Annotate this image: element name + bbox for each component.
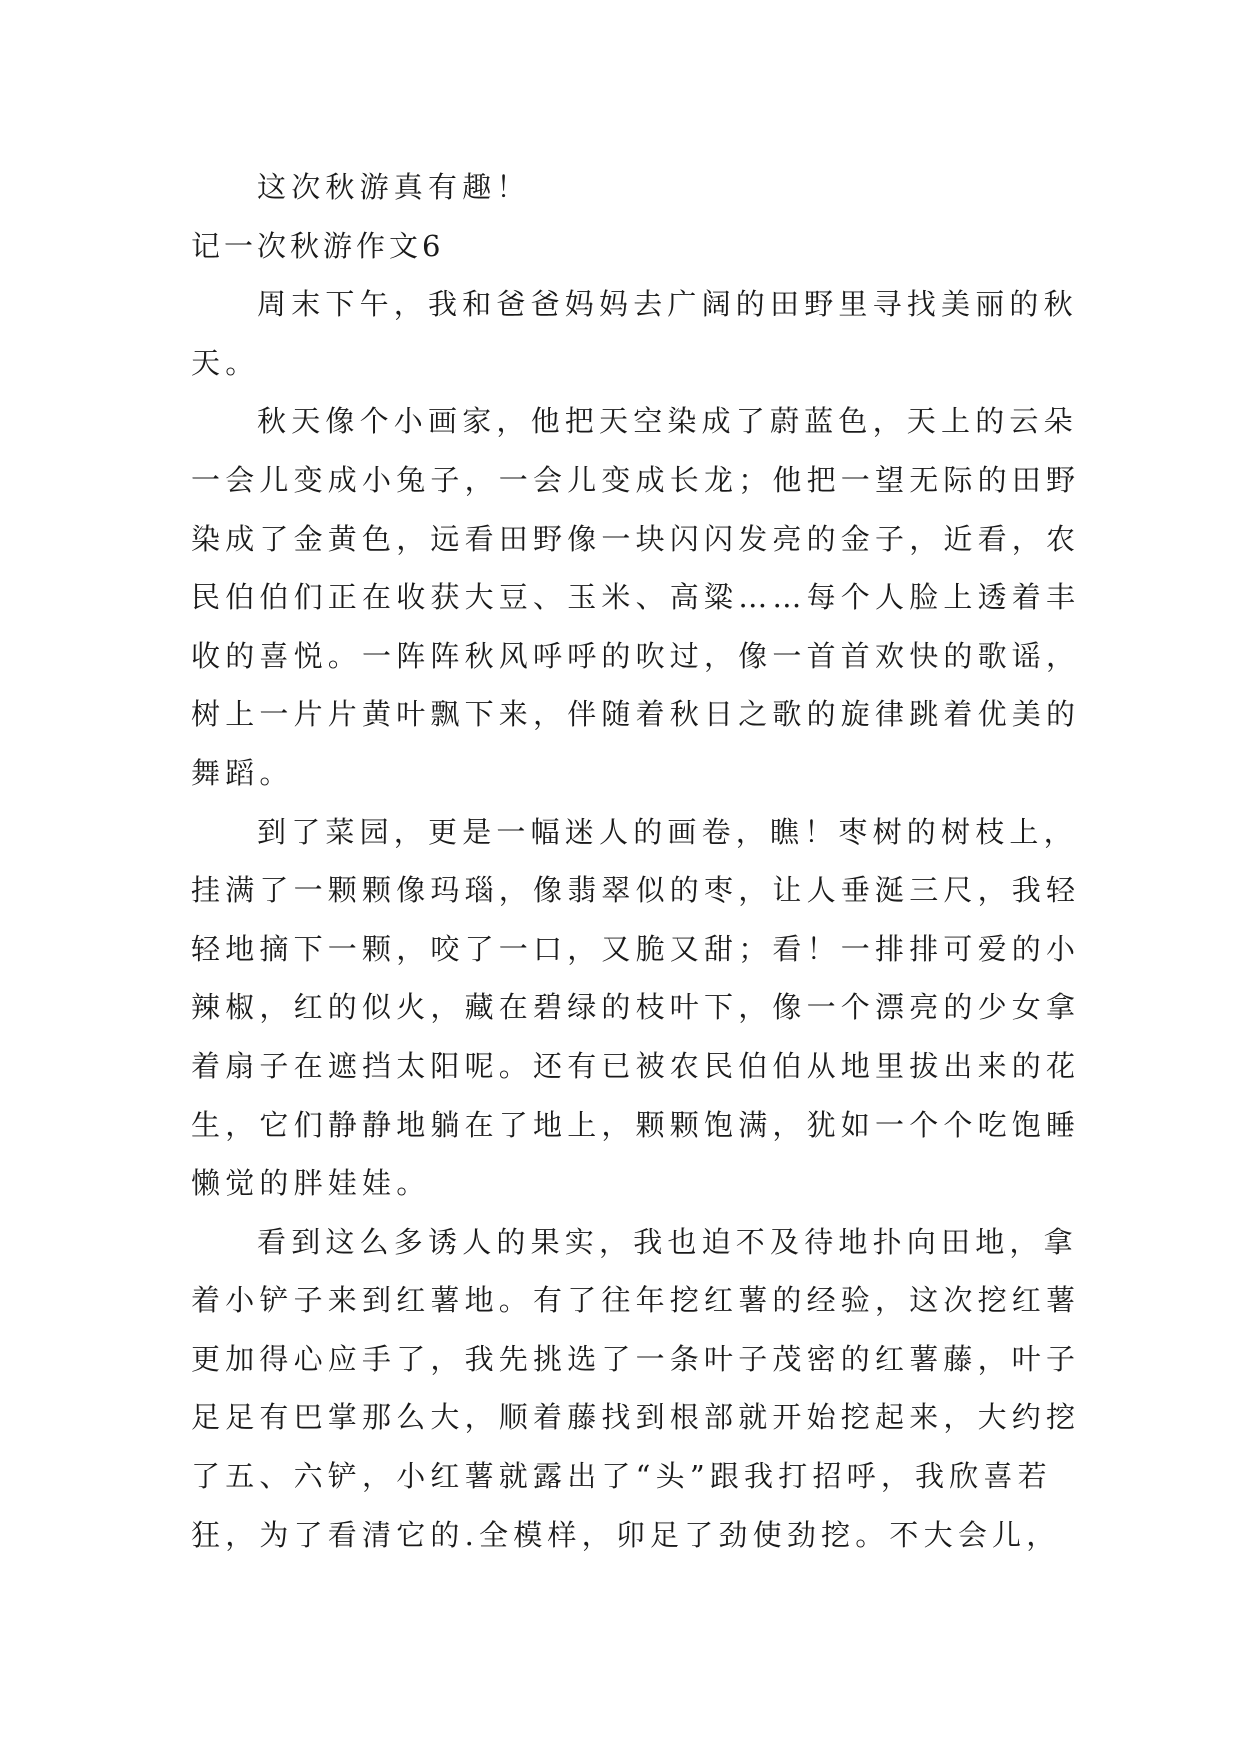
- text-line: 着小铲子来到红薯地。有了往年挖红薯的经验，这次挖红薯: [191, 1283, 1081, 1318]
- text-line: 树上一片片黄叶飘下来，伴随着秋日之歌的旋律跳着优美的: [191, 697, 1081, 732]
- text-line: 这次秋游真有趣！: [257, 170, 531, 204]
- text-line: 周末下午，我和爸爸妈妈去广阔的田野里寻找美丽的秋: [257, 287, 1078, 322]
- text-line: 民伯伯们正在收获大豆、玉米、高粱……每个人脸上透着丰: [191, 580, 1081, 615]
- text-line: 一会儿变成小兔子，一会儿变成长龙；他把一望无际的田野: [191, 462, 1081, 497]
- document-page: [191, 158, 1081, 1564]
- text-line: 了五、六铲，小红薯就露出了“头”跟我打招呼，我欣喜若: [191, 1459, 1052, 1494]
- text-line: 狂，为了看清它的.全模样，卯足了劲使劲挖。不大会儿，: [191, 1517, 1061, 1552]
- text-line: 收的喜悦。一阵阵秋风呼呼的吹过，像一首首欢快的歌谣，: [191, 638, 1081, 673]
- text-line: 辣椒，红的似火，藏在碧绿的枝叶下，像一个漂亮的少女拿: [191, 990, 1081, 1025]
- text-line: 舞蹈。: [191, 755, 294, 790]
- text-line: 更加得心应手了，我先挑选了一条叶子茂密的红薯藤，叶子: [191, 1341, 1081, 1376]
- text-line: 到了菜园，更是一幅迷人的画卷，瞧！枣树的树枝上，: [257, 814, 1078, 849]
- text-line: 生，它们静静地躺在了地上，颗颗饱满，犹如一个个吃饱睡: [191, 1107, 1081, 1142]
- text-line: 着扇子在遮挡太阳呢。还有已被农民伯伯从地里拔出来的花: [191, 1048, 1081, 1083]
- text-line: 轻地摘下一颗，咬了一口，又脆又甜；看！一排排可爱的小: [191, 931, 1081, 966]
- text-line: 懒觉的胖娃娃。: [191, 1166, 431, 1201]
- text-line: 天。: [191, 345, 260, 380]
- text-line: 秋天像个小画家，他把天空染成了蔚蓝色，天上的云朵: [257, 404, 1078, 439]
- text-line: 足足有巴掌那么大，顺着藤找到根部就开始挖起来，大约挖: [191, 1400, 1081, 1435]
- section-title: 记一次秋游作文6: [191, 228, 445, 263]
- text-line: 染成了金黄色，远看田野像一块闪闪发亮的金子，近看，农: [191, 521, 1081, 556]
- text-line: 看到这么多诱人的果实，我也迫不及待地扑向田地，拿: [257, 1224, 1078, 1259]
- text-line: 挂满了一颗颗像玛瑙，像翡翠似的枣，让人垂涎三尺，我轻: [191, 873, 1081, 908]
